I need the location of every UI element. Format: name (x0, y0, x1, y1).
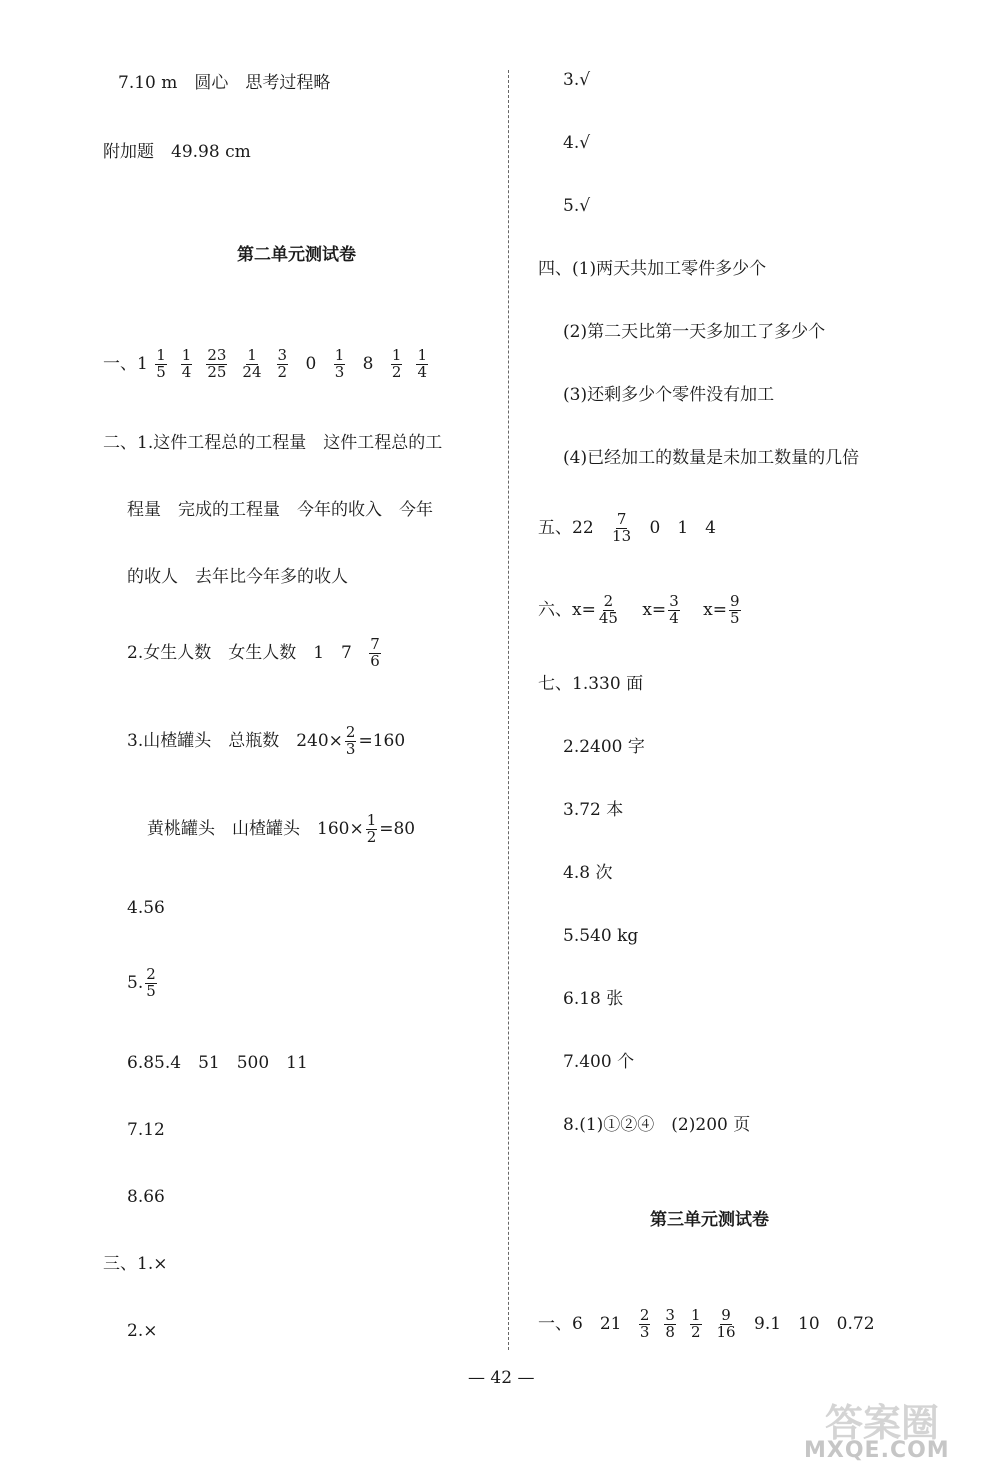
answer-line: 8.66 (127, 1187, 165, 1207)
fraction: $\frac{3}{4}$ (669, 592, 679, 627)
fraction: $\frac{23}{25}$ (207, 346, 227, 381)
fraction: $\frac{7}{6}$ (370, 635, 380, 670)
fraction: $\frac{9}{16}$ (716, 1306, 736, 1341)
fraction: $\frac{1}{5}$ (156, 346, 166, 381)
section-title-unit-2: 第二单元测试卷 (237, 245, 356, 265)
fraction: $\frac{1}{3}$ (334, 346, 345, 381)
answer-line: 六、x= $\frac{2}{45}$ x= $\frac{3}{4}$ x= $\frac{9}{5}$ (538, 592, 740, 627)
answer-line: 5. $\frac{2}{5}$ (127, 965, 156, 1000)
answer-line: 七、1.330 面 (538, 674, 644, 694)
answer-line: 3.72 本 (563, 800, 624, 820)
fraction: $\frac{7}{13}$ (612, 510, 632, 545)
answer-line: 2.女生人数 女生人数 1 7 $\frac{7}{6}$ (127, 635, 380, 670)
fraction: $\frac{1}{24}$ (242, 346, 262, 381)
answer-line: 4.56 (127, 898, 165, 918)
answer-line: (3)还剩多少个零件没有加工 (563, 385, 775, 405)
answer-line: 5.√ (563, 196, 591, 216)
answer-line: 6.85.4 51 500 11 (127, 1053, 308, 1073)
fraction: $\frac{2}{5}$ (146, 965, 156, 1000)
fraction: $\frac{2}{3}$ (639, 1306, 650, 1341)
answer-line: 7.400 个 (563, 1052, 635, 1072)
answer-line: 五、22 $\frac{7}{13}$ 0 1 4 (538, 510, 716, 545)
fraction: $\frac{2}{45}$ (598, 592, 618, 627)
answer-line: 4.8 次 (563, 863, 613, 883)
answer-value: 8 (362, 353, 374, 374)
answer-line: 7.12 (127, 1120, 165, 1140)
answer-line: 6.18 张 (563, 989, 624, 1009)
bonus-answer: 附加题 49.98 cm (103, 142, 251, 162)
fraction: $\frac{1}{2}$ (391, 346, 402, 381)
answer-line: (2)第二天比第一天多加工了多少个 (563, 322, 826, 342)
answer-line: 3.山楂罐头 总瓶数 240× $\frac{2}{3}$ =160 (127, 723, 406, 758)
answer-line: 2.2400 字 (563, 737, 645, 757)
answer-line: 的收人 去年比今年多的收人 (127, 567, 348, 587)
answer-line: 4.√ (563, 133, 591, 153)
watermark-logo: 答案圈 (825, 1401, 940, 1445)
fraction: $\frac{1}{2}$ (690, 1306, 701, 1341)
watermark-url: MXQE.COM (804, 1438, 950, 1463)
answer-line: 2.× (127, 1321, 158, 1341)
answer-line: 程量 完成的工程量 今年的收入 今年 (127, 500, 433, 520)
answer-line: 四、(1)两天共加工零件多少个 (538, 259, 767, 279)
answer-line: 7.10 m 圆心 思考过程略 (118, 73, 331, 93)
answer-value: 0 (305, 353, 317, 374)
fraction: $\frac{9}{5}$ (729, 592, 740, 627)
column-divider (508, 70, 509, 1350)
answer-line: 3.√ (563, 70, 591, 90)
answer-line-fractions: 一、6 21 $\frac{2}{3}$ $\frac{3}{8}$ $\frac{1}{2}$ $\frac{9}{16}$ 9.1 10 0.72 (538, 1306, 875, 1341)
fraction: $\frac{2}{3}$ (345, 723, 356, 758)
answer-line: 二、1.这件工程总的工程量 这件工程总的工 (103, 433, 443, 453)
section-title-unit-3: 第三单元测试卷 (650, 1210, 769, 1230)
fraction: $\frac{1}{2}$ (366, 811, 377, 846)
fraction: $\frac{3}{8}$ (665, 1306, 675, 1341)
answer-line: 黄桃罐头 山楂罐头 160× $\frac{1}{2}$ =80 (147, 811, 416, 846)
page-number: — 42 — (468, 1368, 535, 1388)
answer-prefix: 一、1 (103, 353, 148, 374)
answer-line: 三、1.× (103, 1254, 168, 1274)
answer-line: 5.540 kg (563, 926, 639, 946)
fraction: $\frac{1}{4}$ (181, 346, 192, 381)
fraction: $\frac{3}{2}$ (277, 346, 288, 381)
answer-line-fractions (103, 348, 430, 381)
answer-line: (4)已经加工的数量是未加工数量的几倍 (563, 448, 860, 468)
fraction: $\frac{1}{4}$ (417, 346, 427, 381)
answer-line: 8.(1)①②④ (2)200 页 (563, 1115, 751, 1135)
